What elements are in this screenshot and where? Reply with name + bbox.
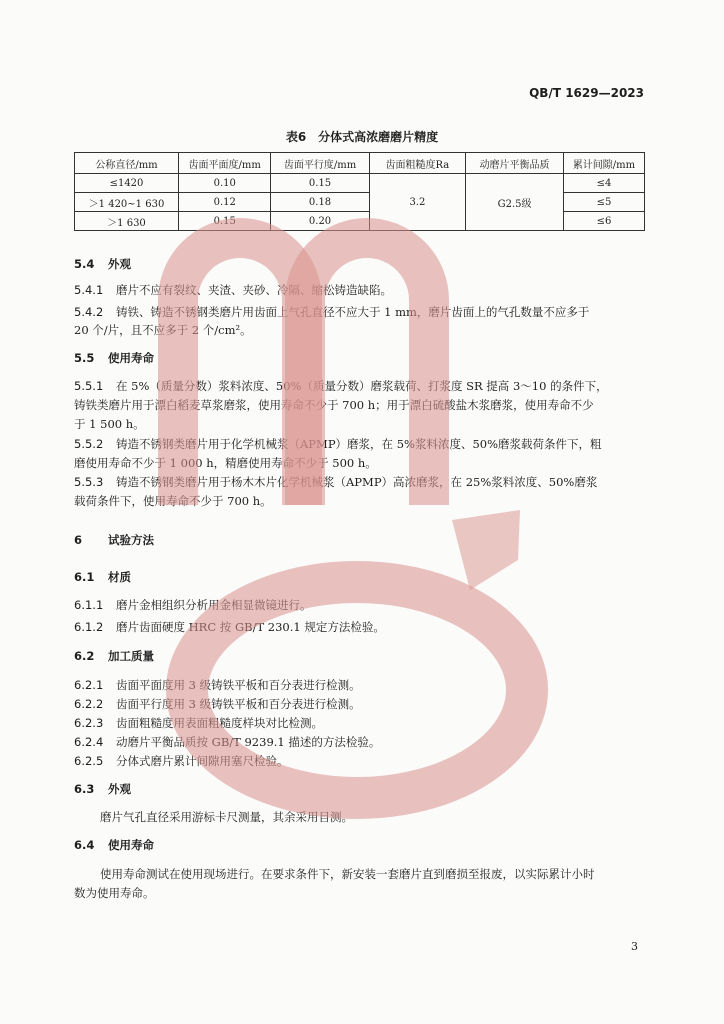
table-cell: 0.15 (179, 212, 271, 231)
section-heading: 6.4 使用寿命 (74, 838, 154, 852)
paragraph-line: 磨片气孔直径采用游标卡尺测量，其余采用目测。 (100, 810, 353, 824)
paragraph-line: 20 个/片，且不应多于 2 个/cm²。 (74, 323, 252, 337)
table-cell-roughness: 3.2 (369, 174, 466, 231)
table-cell: ≤6 (563, 212, 644, 231)
paragraph-line: 于 1 500 h。 (74, 417, 145, 431)
table-header-cell: 公称直径/mm (75, 153, 179, 174)
table-cell: ≤4 (563, 174, 644, 193)
paragraph-line: 6.2.3 齿面粗糙度用表面粗糙度样块对比检测。 (74, 716, 323, 730)
table-header-cell: 齿面平面度/mm (179, 153, 271, 174)
chapter-heading: 6 试验方法 (74, 533, 154, 547)
page-number: 3 (631, 940, 638, 953)
paragraph-line: 5.5.1 在 5%（质量分数）浆料浓度、50%（质量分数）磨浆载荷、打浆度 SR 提高 3～10 的条件下， (74, 379, 608, 393)
section-heading: 6.2 加工质量 (74, 649, 154, 663)
table-cell: 0.12 (179, 193, 271, 212)
paragraph-line: 载荷条件下，使用寿命不少于 700 h。 (74, 494, 272, 508)
table-cell: 0.20 (271, 212, 369, 231)
precision-table (74, 152, 645, 231)
paragraph-line: 5.5.2 铸造不锈钢类磨片用于化学机械浆（APMP）磨浆，在 5%浆料浓度、50%磨浆载荷条件下，粗 (74, 437, 602, 451)
watermark-tail (452, 510, 520, 590)
paragraph-line: 6.1.1 磨片金相组织分析用金相显微镜进行。 (74, 598, 312, 612)
table-cell: ＞1 420~1 630 (75, 193, 179, 212)
paragraph-line: 6.2.5 分体式磨片累计间隙用塞尺检验。 (74, 754, 289, 768)
table-cell: 0.15 (271, 174, 369, 193)
section-heading: 5.5 使用寿命 (74, 351, 154, 365)
paragraph-line: 铸铁类磨片用于漂白稻麦草浆磨浆，使用寿命不少于 700 h；用于漂白硫酸盐木浆磨浆，使用寿命不少 (74, 398, 594, 412)
table-header-cell: 齿面粗糙度Ra (369, 153, 466, 174)
section-heading: 5.4 外观 (74, 257, 131, 271)
table-header-cell: 齿面平行度/mm (271, 153, 369, 174)
standard-code: QB/T 1629—2023 (529, 86, 644, 100)
section-heading: 6.3 外观 (74, 782, 131, 796)
table-header-cell: 动磨片平衡品质 (466, 153, 564, 174)
paragraph-line: 5.4.1 磨片不应有裂纹、夹渣、夹砂、冷隔、缩松铸造缺陷。 (74, 283, 392, 297)
paragraph-line: 数为使用寿命。 (74, 886, 155, 900)
table-row (75, 174, 645, 193)
paragraph-line: 6.2.1 齿面平面度用 3 级铸铁平板和百分表进行检测。 (74, 678, 361, 692)
table-cell: ≤1420 (75, 174, 179, 193)
table-cell-balance: G2.5级 (466, 174, 564, 231)
section-heading: 6.1 材质 (74, 570, 131, 584)
paragraph-line: 6.2.4 动磨片平衡品质按 GB/T 9239.1 描述的方法检验。 (74, 735, 381, 749)
table-title: 表6 分体式高浓磨磨片精度 (285, 130, 439, 144)
paragraph-line: 6.2.2 齿面平行度用 3 级铸铁平板和百分表进行检测。 (74, 697, 361, 711)
table-cell: ≤5 (563, 193, 644, 212)
paragraph-line: 使用寿命测试在使用现场进行。在要求条件下，新安装一套磨片直到磨损至报废，以实际累计小时 (100, 867, 595, 881)
table-header-row (75, 153, 645, 174)
paragraph-line: 磨使用寿命不少于 1 000 h，精磨使用寿命不少于 500 h。 (74, 456, 377, 470)
paragraph-line: 5.5.3 铸造不锈钢类磨片用于杨木木片化学机械浆（APMP）高浓磨浆，在 25%浆料浓度、50%磨浆 (74, 475, 598, 489)
paragraph-line: 6.1.2 磨片齿面硬度 HRC 按 GB/T 230.1 规定方法检验。 (74, 620, 385, 634)
paragraph-line: 5.4.2 铸铁、铸造不锈钢类磨片用齿面上气孔直径不应大于 1 mm，磨片齿面上的气孔数量不应多于 (74, 305, 590, 319)
table-cell: 0.18 (271, 193, 369, 212)
table-cell: ＞1 630 (75, 212, 179, 231)
table-header-cell: 累计间隙/mm (563, 153, 644, 174)
table-cell: 0.10 (179, 174, 271, 193)
